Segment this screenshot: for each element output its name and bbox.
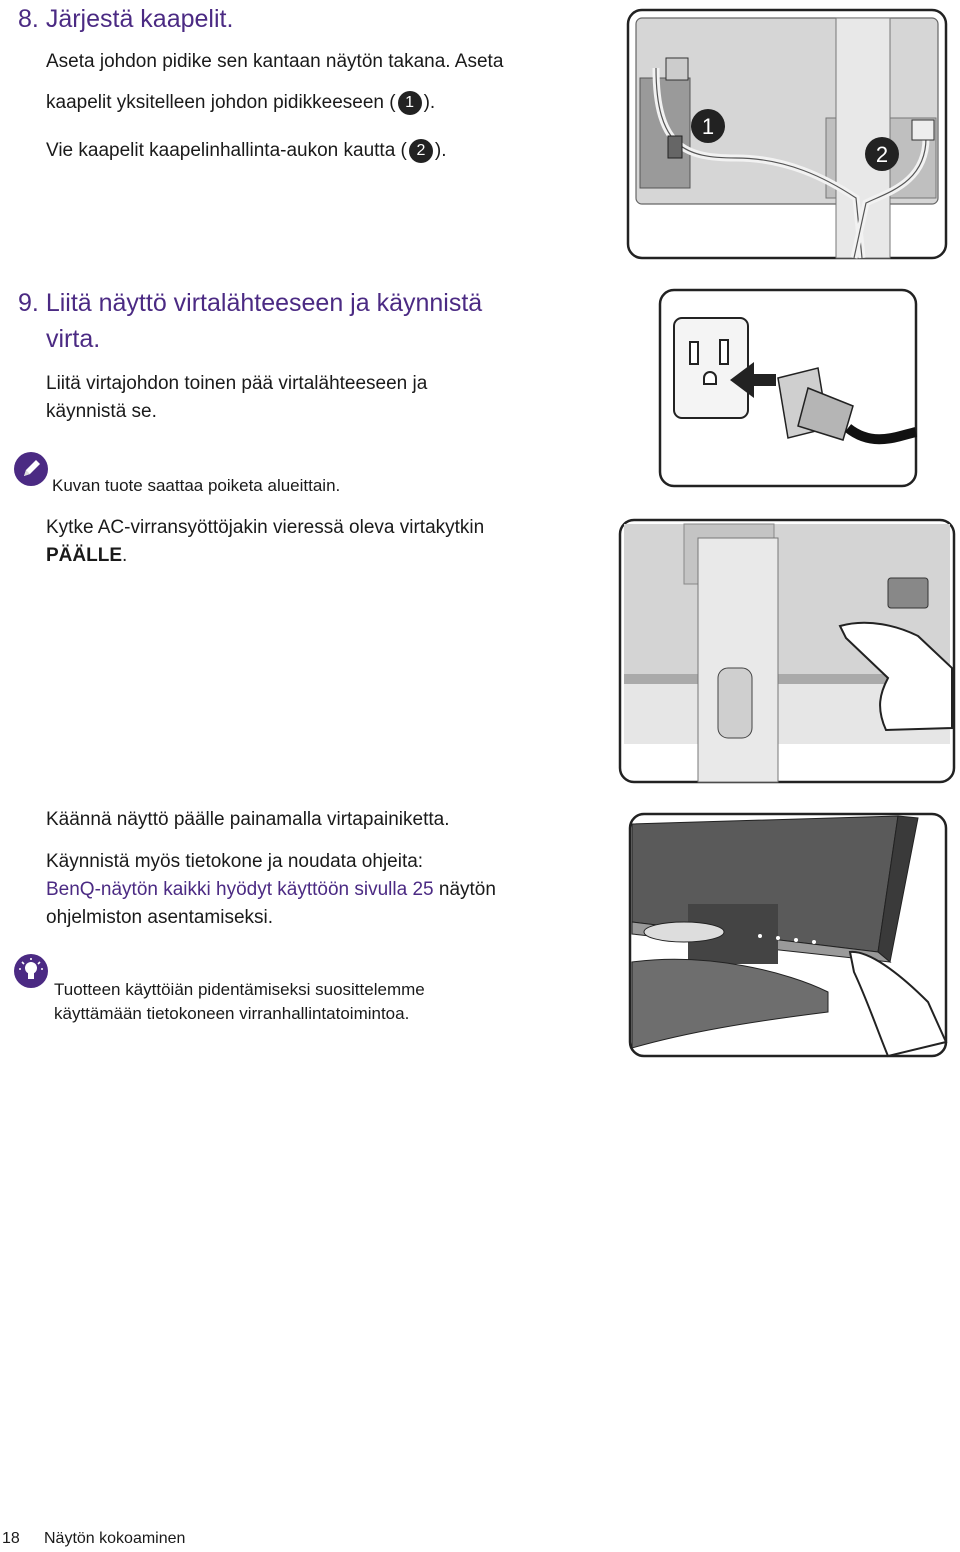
step9-line2: käynnistä se.	[46, 401, 157, 422]
step9-line1: Liitä virtajohdon toinen pää virtalähteeseen ja	[46, 373, 428, 394]
step8-heading	[18, 4, 233, 34]
callout-badge-2: 2	[409, 139, 433, 163]
footer-page-number: 18	[2, 1530, 20, 1547]
switch-line1: Kytke AC-virransyöttöjakin vieressä oleva virtakytkin	[46, 517, 485, 538]
lightbulb-tip-icon	[14, 954, 48, 988]
step9-title-line1: Liitä näyttö virtalähteeseen ja käynnistä	[45, 289, 483, 317]
callout-badge-1: 1	[398, 91, 422, 115]
step9-heading	[18, 288, 638, 354]
benq-link[interactable]: BenQ-näytön kaikki hyödyt käyttöön sivulla 25	[46, 879, 434, 900]
power-instruction: Käännä näyttö päälle painamalla virtapainiketta.	[46, 809, 450, 830]
region-note: Kuvan tuote saattaa poiketa alueittain.	[52, 476, 341, 495]
power-switch-illustration	[618, 518, 956, 784]
step9-title-line2: virta.	[46, 325, 101, 353]
computer-line2: BenQ-näytön kaikki hyödyt käyttöön sivulla 25 näytön	[46, 879, 496, 900]
switch-line2: PÄÄLLE.	[46, 545, 128, 566]
switch-instruction	[46, 514, 606, 570]
tip-text	[54, 978, 425, 1026]
figure-label-1: 1	[701, 114, 715, 139]
figure-label-2: 2	[875, 142, 889, 167]
computer-line3: ohjelmiston asentamiseksi.	[46, 907, 274, 928]
power-outlet-illustration	[658, 288, 918, 488]
power-button-illustration	[628, 812, 948, 1058]
step8-title: Järjestä kaapelit.	[45, 5, 234, 33]
step8-line1: Aseta johdon pidike sen kantaan näytön takana. Aseta	[46, 51, 504, 72]
step8-line2: kaapelit yksitelleen johdon pidikkeeseen ( 1 ).	[46, 92, 436, 113]
pencil-note-icon	[14, 452, 48, 486]
computer-line1: Käynnistä myös tietokone ja noudata ohjeita:	[46, 851, 424, 872]
tip-line1: Tuotteen käyttöiän pidentämiseksi suosittelemme	[54, 980, 425, 999]
step8-body	[46, 48, 606, 165]
computer-instruction	[46, 848, 606, 932]
step9-number: 9.	[18, 289, 39, 317]
cable-management-illustration	[626, 8, 948, 260]
footer-section-title: Näytön kokoaminen	[44, 1530, 186, 1547]
step8-line3: Vie kaapelit kaapelinhallinta-aukon kautta ( 2 ).	[46, 140, 447, 161]
step8-number: 8.	[18, 5, 39, 33]
on-label: PÄÄLLE	[46, 545, 122, 566]
step9-body	[46, 370, 606, 426]
tip-line2: käyttämään tietokoneen virranhallintatoimintoa.	[54, 1004, 410, 1023]
